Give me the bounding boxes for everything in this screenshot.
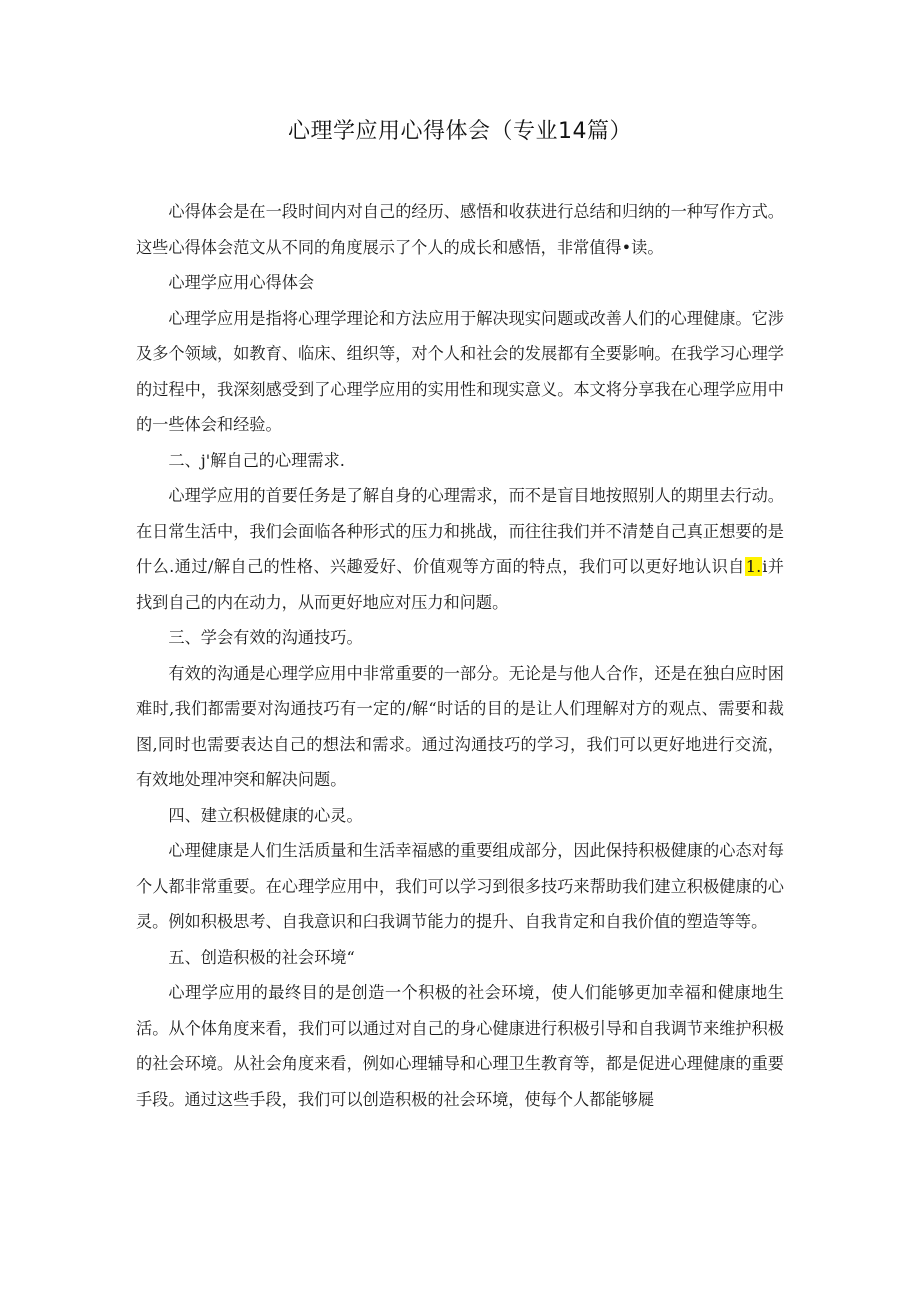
paragraph-section-2-text: 心理学应用的首要任务是了解自身的心理需求，而不是盲目地按照别人的期里去行动。在日常生活中，我们会面临各种形式的压力和挑战，而往往我们并不清楚自己真正想要的是什么.通过/解自己的性格、兴趣爱好、价值观等方面的特点，我们可以更好地认识自 (136, 486, 784, 576)
paragraph-section-3: 有效的沟通是心理学应用中非常重要的一部分。无论是与他人合作，还是在独白应时困难时,我们都需要对沟通技巧有一定的/解“时话的目的是让人们理解对方的观点、需要和裁图,同时也需要表达自己的想法和需求。通过沟通技巧的学习，我们可以更好地进行交流，有效地处理冲突和解决问题。 (136, 663, 784, 789)
section-heading-4: 四、建立积极健康的心灵。 (168, 805, 363, 825)
highlighted-text: 1. (745, 557, 762, 576)
section-heading-main: 心理学应用心得体会 (168, 273, 315, 292)
document-title: 心理学应用心得体会（专业14篇） (288, 119, 632, 144)
section-heading-2: 二、j'解自己的心理需求. (168, 450, 345, 470)
paragraph-section-2 (136, 478, 784, 620)
section-heading-5: 五、创造积极的社会环境“ (168, 947, 355, 967)
paragraph-overview: 心理学应用是指将心理学理论和方法应用于解决现实问题或改善人们的心理健康。它涉及多个领域，如教育、临床、组织等，对个人和社会的发展都有全要影响。在我学习心理学的过程中，我深刻感受到了心理学应用的实用性和现实意义。本文将分享我在心理学应用中的一些体会和经验。 (136, 308, 784, 434)
paragraph-section-4: 心理健康是人们生活质量和生活幸福感的重要组成部分，因此保持积极健康的心态对每个人都非常重要。在心理学应用中，我们可以学习到很多技巧来帮助我们建立积极健康的心灵。例如积极思考、自我意识和臼我调节能力的提升、自我肯定和自我价值的塑造等等。 (136, 841, 784, 931)
paragraph-section-5: 心理学应用的最终目的是创造一个积极的社会环境，使人们能够更加幸福和健康地生活。从个体角度来看，我们可以通过对自己的身心健康进行积极引导和自我调节来维护积极的社会环境。从社会角度来看，例如心理辅导和心理卫生教育等，都是促进心理健康的重要手段。通过这些手段，我们可以创造积极的社会环境，使每个人都能够屣 (136, 983, 784, 1109)
paragraph-intro: 心得体会是在一段时间内对自己的经历、感悟和收获进行总结和归纳的一种写作方式。这些心得体会范文从不同的角度展示了个人的成长和感悟，非常值得•读。 (136, 202, 784, 257)
document-body (136, 194, 784, 1117)
paragraph-section-2-after: i并找到自己的内在动力，从而更好地应对压力和问题。 (136, 557, 784, 612)
section-heading-3: 三、学会有效的沟通技巧。 (168, 628, 363, 647)
